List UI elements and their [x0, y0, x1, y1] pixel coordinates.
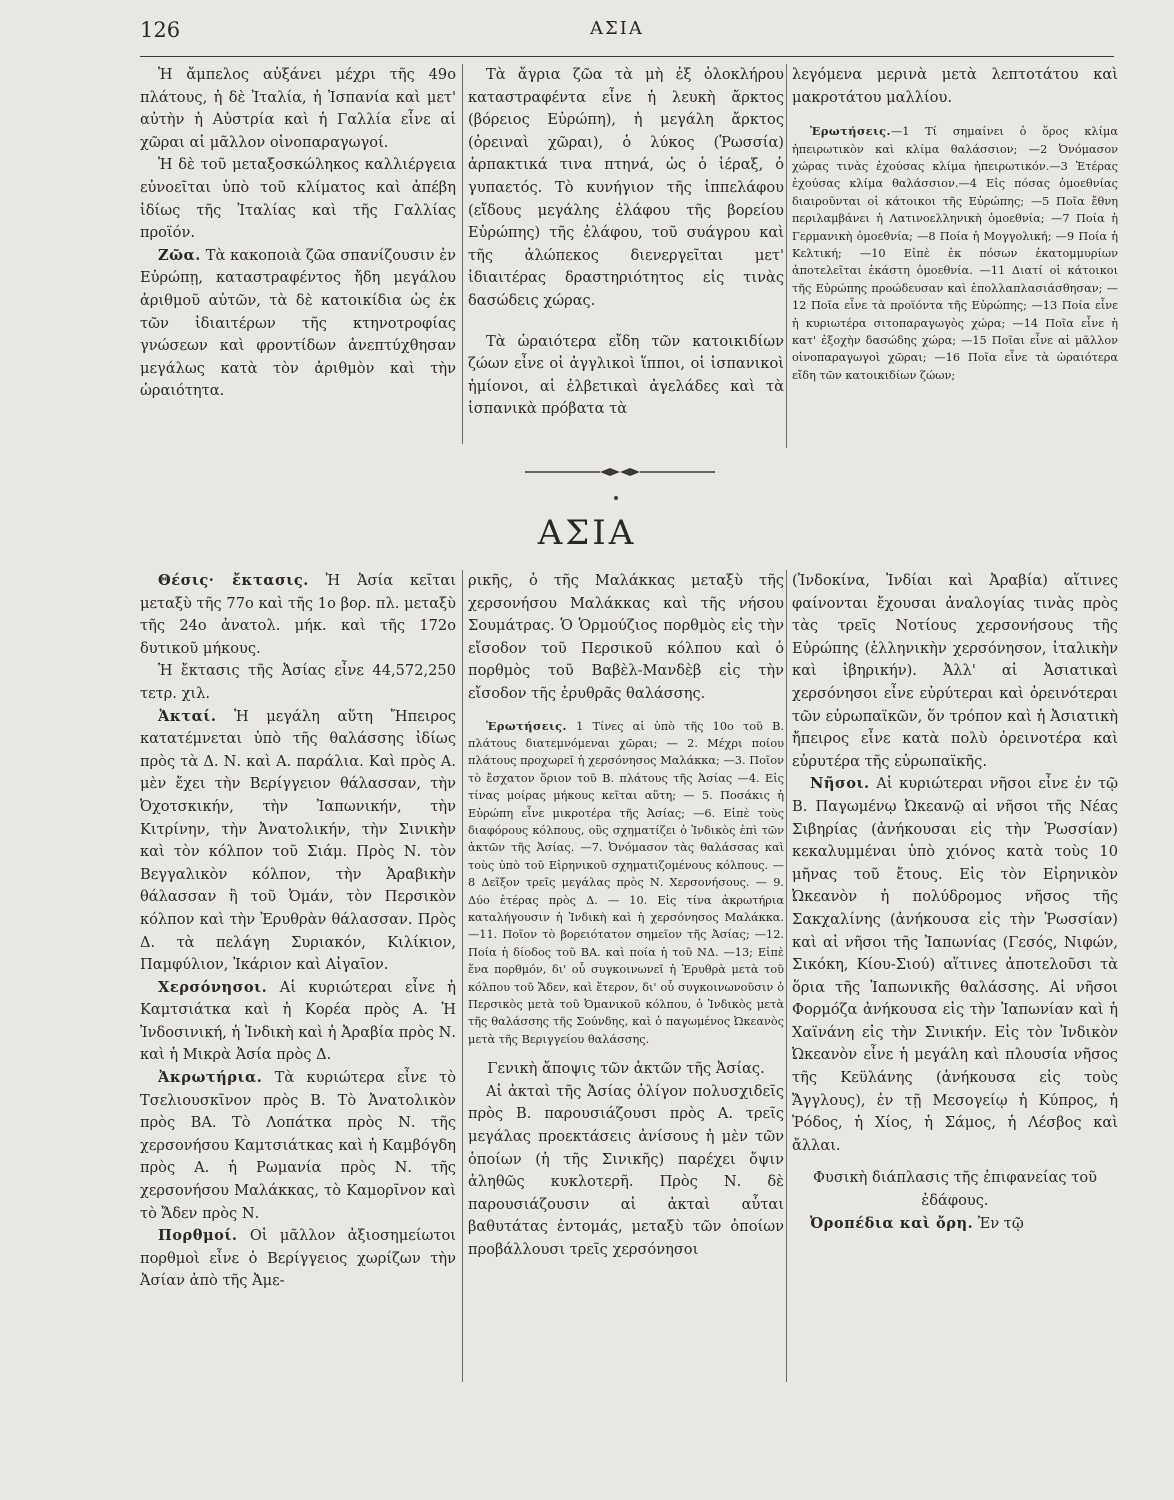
questions-heading: Ἐρωτήσεις.: [486, 718, 567, 733]
header-rule: [140, 56, 1114, 57]
ornament-divider: [520, 462, 720, 482]
paragraph: [792, 773, 1118, 1157]
column-rule: [462, 570, 463, 1382]
questions-heading: Ἐρωτήσεις.: [810, 124, 891, 139]
bottom-column-2: [468, 570, 784, 1262]
paragraph: Τὰ ὡραιότερα εἴδη τῶν κατοικιδίων ζώων εἶνε οἱ ἀγγλικοὶ ἵπποι, οἱ ἱσπανικοὶ ἡμίονοι, αἱ ἐλβετικαὶ ἀγελάδες καὶ τὰ ἱσπανικὰ πρόβατα τὰ: [468, 332, 784, 418]
section-heading: Ἀκταί.: [158, 707, 217, 725]
subheading: Φυσικὴ διάπλασις τῆς ἐπιφανείας τοῦ ἐδάφους.: [813, 1169, 1097, 1210]
section-heading: Θέσις· ἔκτασις.: [158, 572, 309, 589]
paragraph-text: Ἡ Ἀσία κεῖται μεταξὺ τῆς 77ο καὶ τῆς 1ο βορ. πλ. μεταξὺ τῆς 24ο ἀνατολ. μήκ. καὶ τῆς 172ο δυτικοῦ μήκους.: [140, 572, 457, 657]
paragraph: λεγόμενα μερινὰ μετὰ λεπτοτάτου καὶ μακροτάτου μαλλίου.: [792, 66, 1118, 106]
ornament-dot: [614, 496, 618, 500]
bottom-column-1: [140, 570, 456, 1293]
paragraph-text: Αἱ κυριώτεραι εἶνε ἡ Καμτσιάτκα καὶ ἡ Κορέα πρὸς Α. Ἡ Ἰνδοσινική, ἡ Ἰνδικὴ καὶ ἡ Ἀραβία πρὸς Ν. καὶ ἡ Μικρὰ Ἀσία πρὸς Δ.: [140, 978, 456, 1064]
page-number: 126: [140, 18, 181, 42]
subheading: Γενικὴ ἄποψις τῶν ἀκτῶν τῆς Ἀσίας.: [487, 1060, 765, 1078]
paragraph-text: Αἱ κυριώτεραι νῆσοι εἶνε ἐν τῷ Β. Παγωμένῳ Ὠκεανῷ αἱ νῆσοι τῆς Νέας Σιβηρίας (ἀνήκουσαι εἰς τὴν Ῥωσσίαν) κεκαλυμμέναι ὑπὸ χιόνος κατὰ τοὺς 10 μῆνας τοῦ ἔτους. Εἰς τὸν Εἰρηνικὸν Ὠκεανὸν ἡ πολύδρομος νῆσος τῆς Σακχαλίνης (ἀνήκουσα εἰς τὴν Ῥωσσίαν) καὶ αἱ νῆσοι τῆς Ἰαπωνίας (Γεσός, Νιφών, Σικόκη, Κίου-Σιού) αἵτινες ἀποτελοῦσι τὰ ὅρια τῆς Ἰαπωνικῆς θαλάσσης. Αἱ νῆσοι Φορμόζα ἀνήκουσα εἰς τὴν Ἰαπωνίαν καὶ ἡ Χαϊνάνη εἰς τὴν Σινικήν. Εἰς τὸν Ἰνδικὸν Ὠκεανὸν εἶνε ἡ μεγάλη καὶ πλουσία νῆσος τῆς Κεϋλάνης (ἀνήκουσα εἰς τοὺς Ἄγγλους), ἐν τῇ Μεσογείῳ ἡ Κύπρος, ἡ Ῥόδος, ἡ Χίος, ἡ Σάμος, ἡ Λέσβος καὶ ἄλλαι.: [792, 775, 1118, 1154]
section-heading: Νῆσοι.: [810, 775, 870, 793]
questions-text: —1 Τί σημαίνει ὁ ὅρος κλίμα ἠπειρωτικὸν καὶ κλίμα θαλάσσιον; —2 Ὀνόμασον χώρας τινὰς ἐχούσας κλίμα ἠπειρωτικόν.—3 Ἑτέρας ἐχούσας κλίμα θαλάσσιον.—4 Εἰς πόσας ὁμοεθνίας διαιροῦνται οἱ κάτοικοι τῆς Εὐρώπης; —5 Ποῖα ἔθνη περιλαμβάνει ἡ Λατινοελληνικὴ ὁμοεθνία; —7 Ποία ἡ Γερμανικὴ ὁμοεθνία; —8 Ποία ἡ Μογγολική; —9 Ποία ἡ Κελτική; —10 Εἰπὲ ἐκ πόσων ἑκατομμυρίων ἀποτελεῖται ἑκάστη ὁμοεθνία. —11 Διατί οἱ κάτοικοι τῆς Εὐρώπης προώδευσαν καὶ ἐπολλαπλασιάσθησαν; —12 Ποῖα εἶνε τὰ προϊόντα τῆς Εὐρώπης; —13 Ποία εἶνε ἡ κυριωτέρα σιτοπαραγωγὸς χώρα; —14 Ποῖα εἶνε ἡ κατ' ἐξοχὴν δασώδης χώρα; —15 Ποῖαι εἶνε αἱ μᾶλλον οἰνοπαραγωγοὶ χῶραι; —16 Ποῖα εἶνε τὰ ὡραιότερα εἴδη τῶν κατοικιδίων ζώων;: [792, 125, 1118, 382]
paragraph: Τὰ ἄγρια ζῶα τὰ μὴ ἐξ ὁλοκλήρου καταστραφέντα εἶνε ἡ λευκὴ ἄρκτος (βόρειος Εὐρώπη), ἡ μεγάλη ἄρκτος (ὀρειναὶ χῶραι), ὁ λύκος (Ῥωσσία) ἁρπακτικά τινα πτηνά, ὡς ὁ ἱέραξ, ὁ γυπαετός. Τὸ κυνήγιον τῆς ἱππελάφου (εἴδους μεγάλης ἐλάφου τῆς βορείου Εὐρώπης) τῆς ἐλάφου, τοῦ συάγρου καὶ τῆς ἀλώπεκος διενεργεῖται μετ' ἰδιαιτέρας δραστηριότητος εἰς τινὰς δασώδεις χώρας.: [468, 66, 784, 309]
column-rule: [462, 64, 463, 444]
top-column-1: [140, 64, 456, 403]
questions-block: [468, 718, 784, 1049]
paragraph: [140, 245, 456, 403]
paragraph: [140, 977, 456, 1067]
column-rule: [786, 64, 787, 448]
paragraph: [140, 706, 456, 977]
chapter-title: ΑΣΙΑ: [537, 513, 637, 553]
top-column-3: [792, 64, 1118, 384]
paragraph: [140, 1225, 456, 1293]
top-column-2: [468, 64, 784, 421]
paragraph-text: Ἡ ἔκτασις τῆς Ἀσίας εἶνε 44,572,250 τετρ. χιλ.: [140, 662, 456, 702]
paragraph: (Ἰνδοκίνα, Ἰνδίαι καὶ Ἀραβία) αἵτινες φαίνονται ἔχουσαι ἀναλογίας τινὰς πρὸς τὰς τρεῖς Νοτίους χερσονήσους τῆς Εὐρώπης (ἑλληνικὴν χερσόνησον, ἰταλικὴν καὶ ἰβηρικήν). Ἀλλ' αἱ Ἀσιατικαὶ χερσόνησοι εἶνε εὐρύτεραι καὶ ὀρεινότεραι τῶν εὐρωπαϊκῶν, ὅν τρόπον καὶ ἡ Ἀσιατικὴ ἤπειρος εἶνε κατὰ πολὺ ὀρεινοτέρα καὶ εὐρυτέρα τῆς εὐρωπαϊκῆς.: [792, 572, 1118, 770]
paragraph: [792, 1213, 1118, 1236]
paragraph-text: Τὰ κυριώτερα εἶνε τὸ Τσελιουσκῖνον πρὸς Β. Τὸ Ἀνατολικὸν πρὸς ΒΑ. Τὸ Λοπάτκα πρὸς Ν. τῆς χερσονήσου Καμτσιάτκας καὶ ἡ Καμβόγδη πρὸς Α. ἡ Ρωμανία πρὸς Ν. τῆς χερσονήσου Μαλάκκας, τὸ Καμορῖνον καὶ τὸ Ἄδεν πρὸς Ν.: [140, 1069, 456, 1222]
column-rule: [786, 570, 787, 1382]
paragraph-text: Οἱ μᾶλλον ἀξιοσημείωτοι πορθμοὶ εἶνε ὁ Βερίγγειος χωρίζων τὴν Ἀσίαν ἀπὸ τῆς Ἀμε-: [140, 1227, 456, 1290]
bottom-column-3: [792, 570, 1118, 1235]
section-heading: Πορθμοί.: [158, 1227, 238, 1245]
paragraph: [140, 1067, 456, 1225]
paragraph: Αἱ ἀκταὶ τῆς Ἀσίας ὀλίγον πολυσχιδεῖς πρὸς Β. παρουσιάζουσι πρὸς Α. τρεῖς μεγάλας προεκτάσεις ἀνίσους ἡ μὲν τῶν ὁποίων (ἡ τῆς Σινικῆς) παρέχει ὄψιν ἀληθῶς κυκλοτερῆ. Πρὸς Ν. δὲ παρουσιάζουσιν αἱ ἀκταὶ αὗται βαθυτάτας ἐντομάς, μεταξὺ τῶν ὁποίων προβάλλουσι τρεῖς χερσόνησοι: [468, 1082, 784, 1259]
paragraph: [140, 660, 456, 705]
questions-text: 1 Τίνες αἱ ὑπὸ τῆς 10ο τοῦ Β. πλάτους διατεμνόμεναι χῶραι; — 2. Μέχρι ποίου πλάτους προχωρεῖ ἡ χερσόνησος Μαλάκκα; —3. Ποῖον τὸ ἔσχατον ὅριον τοῦ Β. πλάτους τῆς Ἀσίας —4. Εἰς τίνας μοίρας μήκους κεῖται αὕτη; — 5. Ποσάκις ἡ Εὐρώπη εἶνε μικροτέρα τῆς Ἀσίας; —6. Εἰπὲ τοὺς διαφόρους κόλπους, οὓς σχηματίζει ὁ Ἰνδικὸς ἐπὶ τῶν ἀκτῶν τῆς Ἀσίας. —7. Ὀνόμασον τὰς θαλάσσας καὶ τοὺς ὑπὸ τοῦ Εἰρηνικοῦ σχηματιζομένους κόλπους. —8 Δεῖξον τρεῖς μεγάλας πρὸς Ν. Χερσονήσους. — 9. Δύο ἑτέρας πρὸς Δ. — 10. Εἰς τίνα ἀκρωτήρια καταλήγουσιν ἡ Ἰνδικὴ καὶ ἡ χερσόνησος Μαλάκκα. —11. Ποῖον τὸ βορειότατον σημεῖον τῆς Ἀσίας; —12. Ποία ἡ δίοδος τοῦ ΒΑ. καὶ ποία ἡ τοῦ ΝΔ. —13; Εἰπὲ ἕνα πορθμόν, δι' οὗ συγκοινωνεῖ ἡ Ἐρυθρὰ μετὰ τοῦ κόλπου τοῦ Ἄδεν, καὶ ἕτερον, δι' οὗ συγκοινωνοῦσιν ὁ Περσικὸς μετὰ τοῦ Ὀμανικοῦ κόλπου, ὁ Ἰνδικὸς μετὰ τῆς θαλάσσης τῆς Σούνδης, καὶ ὁ παγωμένος Ὠκεανὸς μετὰ τῆς Βεριγγείου θαλάσσης.: [468, 719, 784, 1046]
section-heading: Ὀροπέδια καὶ ὄρη.: [810, 1214, 974, 1232]
paragraph-text: Ἡ μεγάλη αὕτη Ἤπειρος κατατέμνεται ὑπὸ τῆς θαλάσσης ἰδίως πρὸς τὰ Δ. Ν. καὶ Α. παράλια. Καὶ πρὸς Α. μὲν ἔχει τὴν Βερίγγειον θάλασσαν, τὴν Ὀχοτσκικήν, τὴν Ἰαπωνικήν, τὴν Κιτρίνην, τὴν Ἀνατολικήν, τὴν Σινικὴν καὶ τὸν κόλπον τοῦ Σιάμ. Πρὸς Ν. τὸν Βεγγαλικὸν κόλπον, τὴν Ἀραβικὴν θάλασσαν ἢ τοῦ Ὀμάν, τὸν Περσικὸν κόλπον καὶ τὴν Ἐρυθρὰν θάλασσαν. Πρὸς Δ. τὰ πελάγη Συριακόν, Κιλίκιον, Παμφύλιον, Ἰκάριον καὶ Αἰγαῖον.: [140, 707, 456, 974]
paragraph-text: Ἐν τῷ: [973, 1214, 1024, 1232]
running-header: [0, 0, 1174, 60]
paragraph: [140, 570, 456, 660]
paragraph: Ἡ ἄμπελος αὐξάνει μέχρι τῆς 49ο πλάτους, ἡ δὲ Ἰταλία, ἡ Ἱσπανία καὶ μετ' αὐτὴν ἡ Αὐστρία καὶ ἡ Γαλλία εἶνε αἱ χῶραι αἱ μᾶλλον οἰνοπαραγωγοί.: [140, 66, 456, 151]
section-heading: Ζῶα.: [158, 246, 201, 264]
paragraph: ρικῆς, ὁ τῆς Μαλάκκας μεταξὺ τῆς χερσονήσου Μαλάκκας καὶ τῆς νήσου Σουμάτρας. Ὁ Ὁρμούζιος πορθμὸς εἰς τὴν εἴσοδον τοῦ Περσικοῦ κόλπου καὶ ὁ πορθμὸς τοῦ Βαβὲλ-Μανδὲβ εἰς τὴν εἴσοδον τῆς ἐρυθρᾶς θαλάσσης.: [468, 572, 784, 702]
paragraph-text: Τὰ κακοποιὰ ζῶα σπανίζουσιν ἐν Εὐρώπῃ, καταστραφέντος ἤδη μεγάλου ἀριθμοῦ αὐτῶν, τὰ δὲ κατοικίδια ὡς ἐκ τῶν ἰδιαιτέρων τῆς κτηνοτροφίας γνώσεων καὶ φροντίδων ἀνεπτύχθησαν μεγάλως κατὰ τὸν ἀριθμὸν καὶ τὴν ὡραιότητα.: [140, 246, 456, 400]
paragraph: Ἡ δὲ τοῦ μεταξοσκώληκος καλλιέργεια εὐνοεῖται ὑπὸ τοῦ κλίματος καὶ ἀπέβη ἰδίως τῆς Ἰταλίας καὶ τῆς Γαλλίας προϊόν.: [140, 156, 456, 242]
section-heading: Ἀκρωτήρια.: [158, 1069, 263, 1087]
running-title: ΑΣΙΑ: [590, 18, 644, 39]
section-heading: Χερσόνησοι.: [158, 978, 268, 996]
questions-block: [792, 123, 1118, 384]
